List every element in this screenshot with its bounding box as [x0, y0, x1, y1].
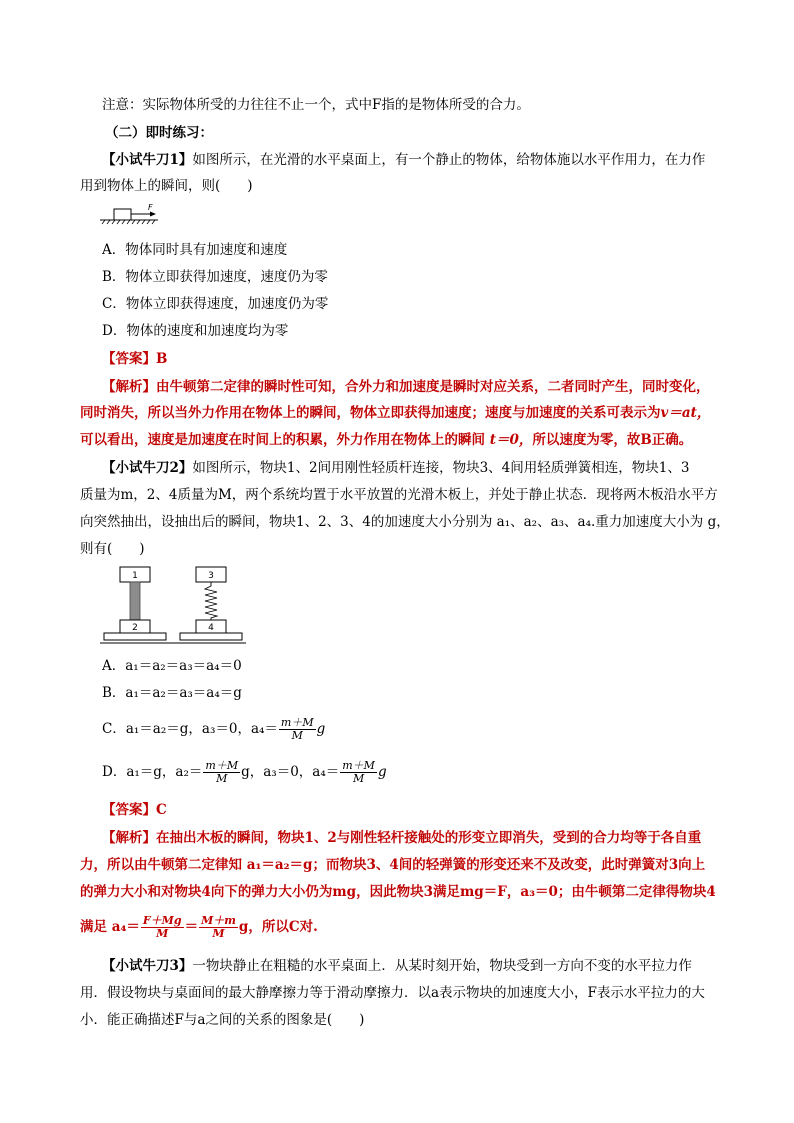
block-2-label: 2 [132, 623, 138, 633]
q3-stem-3: 小．能正确描述F与a之间的关系的图象是( ) [80, 1012, 365, 1028]
fraction-denominator: M [352, 772, 365, 785]
q3-stem-1: 一物块静止在粗糙的水平桌面上．从某时刻开始，物块受到一方向不变的水平拉力作 [192, 958, 692, 974]
q2-analysis-2: 力，所以由牛顿第二定律知 a₁＝a₂＝g；而物块3、4间的轻弹簧的形变还来不及改变，此时弹簧对3向上 [80, 857, 706, 873]
q1-option-b: B．物体立即获得加速度，速度仍为零 [102, 269, 328, 285]
q1-option-d: D．物体的速度和加速度均为零 [102, 323, 289, 339]
q2-analysis-line-1 [102, 829, 701, 847]
q1-stem-1: 如图所示，在光滑的水平桌面上，有一个静止的物体，给物体施以水平作用力，在力作 [192, 152, 706, 168]
fraction-denominator: M [291, 729, 303, 742]
q2-analysis-4-suffix: g，所以C对. [238, 919, 318, 935]
section-heading: （二）即时练习： [105, 125, 213, 141]
q2-stem-line-1 [102, 459, 689, 477]
gravity-symbol: g [377, 764, 387, 780]
q1-analysis-1: 由牛顿第二定律的瞬时性可知，合外力和加速度是瞬时对应关系，二者同时产生，同时变化， [156, 379, 710, 395]
q3-stem-line-1 [102, 957, 692, 975]
equals-sign: ＝ [184, 919, 199, 935]
q2-stem-2: 质量为m，2、4质量为M，两个系统均置于水平放置的光滑木板上，并处于静止状态．现将两木板沿水平方 [80, 487, 718, 503]
q1-option-a: A．物体同时具有加速度和速度 [102, 242, 288, 258]
block-4-label: 4 [208, 623, 214, 633]
q1-floor-hatch [102, 220, 155, 224]
fraction-numerator: m＋M [280, 716, 314, 729]
q1-analysis-line-1 [102, 378, 710, 396]
q1-analysis-formula-v: v＝at， [660, 405, 711, 421]
q2-stem-1: 如图所示，物块1、2间用刚性轻质杆连接，物块3、4间用轻质弹簧相连，物块1、3 [192, 460, 690, 476]
q1-label: 【小试牛刀1】 [102, 152, 193, 168]
q1-analysis-line-2 [80, 404, 710, 422]
q2-stem-4: 则有( ) [80, 541, 145, 557]
q2-analysis-3: 的弹力大小和对物块4向下的弹力大小仍为mg，因此物块3满足mg＝F，a₃＝0；由牛顿第二定律得物块4 [80, 884, 716, 900]
q1-answer: 【答案】B [102, 351, 168, 367]
q2-figure [98, 564, 248, 646]
q2-option-d [102, 757, 387, 787]
q1-stem-2: 用到物体上的瞬间，则( ) [80, 178, 253, 194]
q2-analysis-fraction-1 [141, 915, 184, 940]
q2-option-c [102, 714, 325, 744]
fraction-numerator: m＋M [205, 759, 239, 772]
q3-label: 【小试牛刀3】 [102, 958, 193, 974]
q1-analysis-3b: 所以速度为零，故B正确。 [532, 432, 693, 448]
block-3-label: 3 [208, 571, 214, 581]
q2-option-c-fraction [279, 717, 316, 742]
spring [205, 582, 217, 620]
fraction-denominator: M [216, 772, 228, 785]
q1-stem-line-1 [102, 151, 705, 169]
fraction-denominator: M [212, 927, 225, 940]
q1-figure [98, 203, 162, 227]
block-1-label: 1 [132, 571, 138, 581]
fraction-denominator: M [156, 927, 169, 940]
rigid-rod [130, 582, 140, 620]
q2-answer: 【答案】C [102, 802, 167, 818]
q1-analysis-formula-t: t＝0， [489, 432, 533, 448]
fraction-numerator: M＋m [201, 914, 236, 927]
right-board [180, 633, 242, 640]
q1-arrow-head [150, 212, 156, 217]
q2-option-d-fraction-1 [203, 760, 240, 785]
q3-stem-2: 用．假设物块与桌面间的最大静摩擦力等于滑动摩擦力．以a表示物块的加速度大小，F表示水平拉力的大 [80, 985, 705, 1001]
q1-analysis-label: 【解析】 [102, 379, 156, 395]
note-text: 注意：实际物体所受的力往往不止一个，式中F指的是物体所受的合力。 [102, 97, 530, 113]
q2-option-a: A．a₁＝a₂＝a₃＝a₄＝0 [102, 658, 242, 674]
gravity-symbol: g [316, 721, 326, 737]
q2-analysis-line-4 [80, 912, 318, 942]
q1-analysis-line-3 [80, 431, 692, 449]
q2-option-d-mid: g，a₃＝0，a₄＝ [241, 764, 340, 780]
q2-option-b: B．a₁＝a₂＝a₃＝a₄＝g [102, 685, 242, 701]
fraction-numerator: F＋Mg [142, 914, 182, 927]
q1-analysis-3a: 可以看出，速度是加速度在时间上的积累，外力作用在物体上的瞬间 [80, 432, 485, 448]
q2-analysis-fraction-2 [199, 915, 238, 940]
q1-block [114, 209, 131, 220]
q1-analysis-2: 同时消失，所以当外力作用在物体上的瞬间，物体立即获得加速度；速度与加速度的关系可表示为 [80, 405, 661, 421]
q2-analysis-4-prefix: 满足 a₄＝ [80, 919, 140, 935]
q2-analysis-label: 【解析】 [102, 830, 156, 846]
q1-force-label: F [148, 203, 153, 212]
q2-analysis-1: 在抽出木板的瞬间，物块1、2与刚性轻杆接触处的形变立即消失，受到的合力均等于各自重 [156, 830, 702, 846]
q2-stem-3: 向突然抽出，设抽出后的瞬间，物块1、2、3、4的加速度大小分别为 a₁、a₂、a₃、a₄.重力加速度大小为 g， [80, 514, 730, 530]
left-board [104, 633, 166, 640]
q2-option-c-prefix: C．a₁＝a₂＝g，a₃＝0，a₄＝ [102, 721, 278, 737]
q2-label: 【小试牛刀2】 [102, 460, 193, 476]
q1-option-c: C．物体立即获得速度，加速度仍为零 [102, 296, 329, 312]
fraction-numerator: m＋M [342, 759, 375, 772]
q2-option-d-fraction-2 [340, 760, 377, 785]
q2-option-d-prefix: D．a₁＝g，a₂＝ [102, 764, 203, 780]
